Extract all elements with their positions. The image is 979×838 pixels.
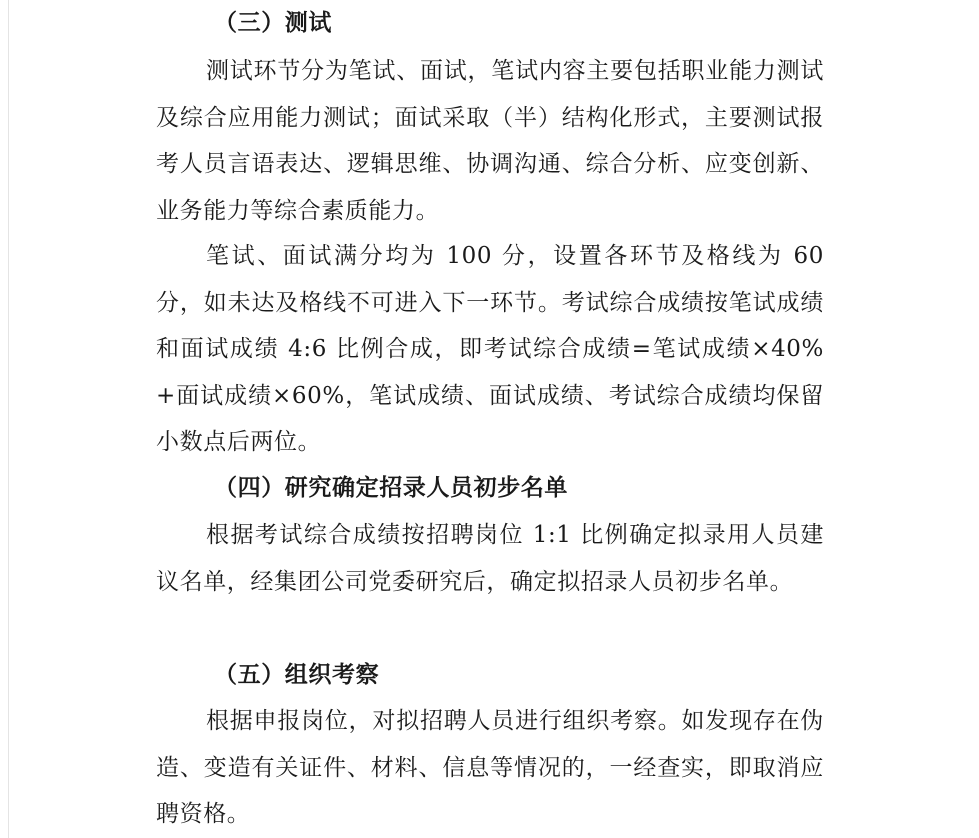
paragraph-testing-content: 测试环节分为笔试、面试，笔试内容主要包括职业能力测试及综合应用能力测试；面试采取（半）结构化形式，主要测试报考人员言语表达、逻辑思维、协调沟通、综合分析、应变创新、业务能力等综合素质能力。 — [156, 58, 824, 224]
section-heading-inspection: （五）组织考察 — [214, 661, 380, 688]
paragraph-preliminary-list: 根据考试综合成绩按招聘岗位 1:1 比例确定拟录用人员建议名单，经集团公司党委研究后，确定拟招录人员初步名单。 — [156, 522, 824, 595]
paragraph-inspection: 根据申报岗位，对拟招聘人员进行组织考察。如发现存在伪造、变造有关证件、材料、信息等情况的，一经查实，即取消应聘资格。 — [156, 708, 824, 827]
section-heading-testing: （三）测试 — [214, 9, 332, 36]
section-heading-preliminary-list: （四）研究确定招录人员初步名单 — [214, 474, 568, 501]
page-left-rule — [8, 0, 9, 838]
paragraph-scoring-rules: 笔试、面试满分均为 100 分，设置各环节及格线为 60 分，如未达及格线不可进入下一环节。考试综合成绩按笔试成绩和面试成绩 4:6 比例合成，即考试综合成绩=笔试成绩×40%+面试成绩×60%，笔试成绩、面试成绩、考试综合成绩均保留小数点后两位。 — [156, 243, 824, 455]
